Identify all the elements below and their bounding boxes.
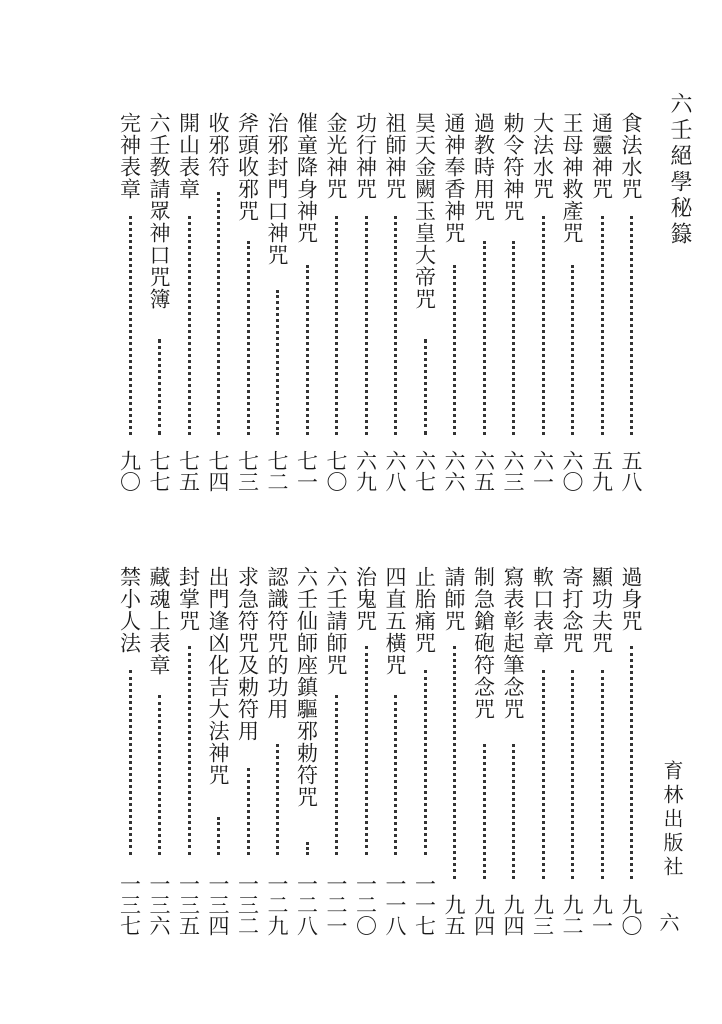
toc-entry-title: 過身咒 <box>619 566 643 632</box>
toc-entry-title: 軟口表章 <box>530 566 555 654</box>
toc-entry-title: 六壬仙師座鎮驅邪勅符咒 <box>294 566 319 808</box>
toc-leader-dots <box>306 265 309 435</box>
toc-entry-title: 治邪封門口神咒 <box>265 112 289 266</box>
toc-entry-title: 治鬼咒 <box>353 566 378 632</box>
toc-entry-page: 九〇 <box>117 450 142 492</box>
toc-entry-page: 九四 <box>471 894 496 936</box>
toc-entry-title: 金光神咒 <box>324 112 348 200</box>
toc-leader-dots <box>453 265 456 435</box>
toc-entry-page: 六〇 <box>560 450 584 492</box>
toc-leader-dots <box>365 646 368 855</box>
toc-leader-dots <box>188 646 191 855</box>
toc-entry-page: 一三七 <box>117 873 142 936</box>
toc-leader-dots <box>247 241 250 436</box>
toc-leader-dots <box>129 216 132 435</box>
toc-entry-title: 通靈神咒 <box>589 112 614 200</box>
toc-leader-dots <box>365 216 368 435</box>
toc-entry-page: 六一 <box>530 450 555 492</box>
toc-entry-title: 寫表彰起筆念咒 <box>501 566 525 720</box>
toc-leader-dots <box>188 216 191 435</box>
toc-entry <box>178 566 204 936</box>
toc-entry <box>178 112 204 492</box>
toc-entry-page: 五九 <box>589 450 614 492</box>
toc-entry-page: 一二〇 <box>353 873 378 936</box>
toc-entry <box>237 566 263 936</box>
toc-entry <box>414 112 440 492</box>
toc-entry-page: 七四 <box>206 450 230 492</box>
toc-entry-page: 九一 <box>589 894 614 936</box>
toc-leader-dots <box>424 339 427 436</box>
toc-entry-title: 禁小人法 <box>117 566 142 654</box>
toc-entry <box>325 112 351 492</box>
toc-leader-dots <box>453 646 456 880</box>
toc-entry <box>296 566 322 936</box>
toc-entry-page: 七七 <box>147 450 171 492</box>
toc-leader-dots <box>630 216 633 435</box>
toc-leader-dots <box>571 265 574 435</box>
toc-entry <box>620 112 646 492</box>
toc-leader-dots <box>571 670 574 879</box>
toc-entry <box>148 566 174 936</box>
toc-entry <box>148 112 174 492</box>
toc-leader-dots <box>335 695 338 855</box>
toc-entry-page: 六八 <box>383 450 407 492</box>
toc-entry-page: 一二一 <box>324 873 348 936</box>
toc-entry-page: 七〇 <box>324 450 348 492</box>
toc-entry-title: 大法水咒 <box>530 112 555 200</box>
toc-entry <box>237 112 263 492</box>
toc-entry <box>620 566 646 936</box>
toc-entry-page: 一二九 <box>265 873 289 936</box>
toc-entry <box>532 566 558 936</box>
toc-entry <box>473 112 499 492</box>
toc-entry-page: 六六 <box>442 450 466 492</box>
toc-entry-title: 過教時用咒 <box>471 112 496 222</box>
toc-leader-dots <box>129 670 132 855</box>
toc-leader-dots <box>601 216 604 435</box>
toc-entry-title: 勅令符神咒 <box>501 112 525 222</box>
toc-entry-title: 認識符咒的功用 <box>265 566 289 720</box>
toc-entry-title: 功行神咒 <box>353 112 378 200</box>
toc-entry <box>384 566 410 936</box>
toc-entry-title: 收邪符 <box>206 112 230 178</box>
toc-entry-title: 六壬請師咒 <box>324 566 348 676</box>
toc-entry-page: 六三 <box>501 450 525 492</box>
toc-leader-dots <box>394 695 397 855</box>
toc-entry-title: 祖師神咒 <box>383 112 407 200</box>
toc-leader-dots <box>542 216 545 435</box>
toc-entry-title: 止胎痛咒 <box>412 566 437 654</box>
toc-entry-title: 封掌咒 <box>176 566 201 632</box>
toc-entry <box>207 566 233 936</box>
toc-entry <box>207 112 233 492</box>
toc-entry-title: 求急符咒及勅符用 <box>235 566 260 742</box>
toc-upper-block <box>117 112 650 492</box>
toc-entry-page: 九三 <box>530 894 555 936</box>
toc-lower-block <box>117 566 650 936</box>
toc-entry <box>591 566 617 936</box>
toc-entry-title: 斧頭收邪咒 <box>235 112 260 222</box>
toc-leader-dots <box>276 744 279 855</box>
toc-leader-dots <box>542 670 545 879</box>
toc-leader-dots <box>512 744 515 880</box>
toc-entry-page: 五八 <box>619 450 643 492</box>
toc-entry-page: 一三五 <box>176 873 201 936</box>
toc-leader-dots <box>512 241 515 436</box>
toc-entry <box>532 112 558 492</box>
toc-entry-page: 七一 <box>294 450 319 492</box>
toc-entry-title: 完神表章 <box>117 112 142 200</box>
toc-entry-page: 七二 <box>265 450 289 492</box>
toc-entry <box>561 566 587 936</box>
toc-entry-title: 通神奉香神咒 <box>442 112 466 244</box>
toc-entry-page: 一三二 <box>235 873 260 936</box>
toc-leader-dots <box>630 646 633 880</box>
toc-entry <box>355 112 381 492</box>
toc-entry-page: 九二 <box>560 894 584 936</box>
toc-entry-title: 王母神救產咒 <box>560 112 584 244</box>
toc-entry-page: 一三四 <box>206 873 230 936</box>
toc-entry-page: 六七 <box>412 450 437 492</box>
toc-entry-page: 九五 <box>442 894 466 936</box>
toc-entry-page: 七五 <box>176 450 201 492</box>
toc-entry-page: 六九 <box>353 450 378 492</box>
toc-entry <box>443 566 469 936</box>
toc-leader-dots <box>217 817 220 855</box>
toc-leader-dots <box>247 768 250 855</box>
toc-entry <box>502 566 528 936</box>
toc-leader-dots <box>276 290 279 436</box>
toc-entry-page: 七三 <box>235 450 260 492</box>
toc-entry <box>355 566 381 936</box>
toc-entry-title: 出門逢凶化吉大法神咒 <box>206 566 230 786</box>
toc-entry <box>266 112 292 492</box>
toc-entry-page: 一三六 <box>147 873 171 936</box>
toc-entry <box>266 566 292 936</box>
toc-entry-title: 顯功夫咒 <box>589 566 614 654</box>
toc-leader-dots <box>335 216 338 435</box>
toc-entry-title: 請師咒 <box>442 566 466 632</box>
toc-leader-dots <box>306 842 309 855</box>
toc-leader-dots <box>424 670 427 855</box>
toc-leader-dots <box>394 216 397 435</box>
toc-entry <box>414 566 440 936</box>
toc-entry-title: 開山表章 <box>176 112 201 200</box>
toc-entry-title: 催童降身神咒 <box>294 112 319 244</box>
toc-entry-page: 一一七 <box>412 873 437 936</box>
toc-entry-page: 九〇 <box>619 894 643 936</box>
toc-entry <box>296 112 322 492</box>
toc-entry-page: 六五 <box>471 450 496 492</box>
toc-entry-title: 制急鎗砲符念咒 <box>471 566 496 720</box>
toc-entry <box>591 112 617 492</box>
toc-entry <box>119 112 145 492</box>
toc-entry <box>473 566 499 936</box>
toc-leader-dots <box>158 695 161 855</box>
toc-entry-title: 寄打念咒 <box>560 566 584 654</box>
toc-entry-title: 昊天金闕玉皇大帝咒 <box>412 112 437 310</box>
toc-entry <box>443 112 469 492</box>
page-number: 六 <box>656 912 680 932</box>
toc-entry-title: 四直五橫咒 <box>383 566 407 676</box>
toc-leader-dots <box>483 744 486 880</box>
toc-entry <box>119 566 145 936</box>
toc-entry-page: 一一八 <box>383 873 407 936</box>
toc-leader-dots <box>158 339 161 436</box>
toc-leader-dots <box>601 670 604 879</box>
toc-leader-dots <box>483 241 486 436</box>
publisher-name: 育林出版社 <box>660 760 684 880</box>
toc-entry <box>325 566 351 936</box>
toc-entry <box>502 112 528 492</box>
toc-leader-dots <box>217 192 220 436</box>
toc-entry-title: 藏魂上表章 <box>147 566 171 676</box>
toc-entry-page: 九四 <box>501 894 525 936</box>
toc-entry-title: 食法水咒 <box>619 112 643 200</box>
toc-entry-title: 六壬教請眾神口咒簿 <box>147 112 171 310</box>
toc-entry <box>384 112 410 492</box>
book-title: 六壬絕學秘籙 <box>667 92 692 248</box>
toc-entry <box>561 112 587 492</box>
toc-entry-page: 一二八 <box>294 873 319 936</box>
